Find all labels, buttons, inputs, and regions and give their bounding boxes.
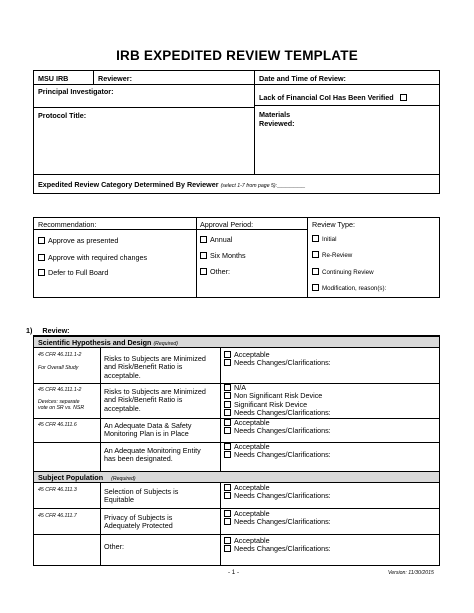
row5-criterion: Selection of Subjects is Equitable — [104, 487, 179, 505]
checkbox[interactable] — [224, 427, 231, 434]
review-type-rereview[interactable]: Re-Review — [312, 251, 352, 259]
review-type-modification[interactable]: Modification, reason(s): — [312, 284, 386, 292]
acceptable-option[interactable]: Acceptable — [224, 537, 331, 545]
row5-ref: 45 CFR 46.111.3 — [38, 487, 77, 493]
row3-options — [224, 419, 331, 436]
row6-criterion: Privacy of Subjects is Adequately Protected — [104, 513, 173, 531]
row4-criterion: An Adequate Monitoring Entity has been designated. — [104, 446, 201, 464]
financial-coi-checkbox[interactable] — [400, 94, 407, 101]
review-label: Review: — [42, 326, 70, 335]
needs-changes-option[interactable]: Needs Changes/Clarifications: — [224, 427, 331, 435]
sr-device-option[interactable]: Significant Risk Device — [224, 401, 331, 409]
recommendation-heading: Recommendation: — [38, 220, 97, 229]
section-subject-title: Subject Population (Required) — [38, 473, 136, 482]
checkbox[interactable] — [224, 484, 231, 491]
checkbox[interactable] — [224, 451, 231, 458]
financial-coi-label: Lack of Financial CoI Has Been Verified — [259, 93, 394, 102]
row1-ref-note: For Overall Study — [38, 365, 79, 371]
approval-option-six-months[interactable]: Six Months — [200, 251, 246, 260]
row7-options — [224, 537, 331, 554]
checkbox[interactable] — [224, 392, 231, 399]
row1-criterion: Risks to Subjects are Minimized and Risk/Benefit Ratio is acceptable. — [104, 354, 206, 380]
checkbox[interactable] — [312, 251, 319, 258]
recommendation-option-2[interactable]: Approve with required changes — [38, 253, 147, 262]
needs-changes-option[interactable]: Needs Changes/Clarifications: — [224, 518, 331, 526]
page-number: - 1 - — [228, 569, 240, 576]
page-title: IRB EXPEDITED REVIEW TEMPLATE — [116, 48, 358, 63]
version-label: Version: 11/30/2015 — [388, 570, 434, 576]
checkbox[interactable] — [224, 443, 231, 450]
na-option[interactable]: N/A — [224, 384, 331, 392]
checkbox[interactable] — [224, 359, 231, 366]
financial-coi-row — [259, 93, 410, 102]
recommendation-option-3[interactable]: Defer to Full Board — [38, 268, 108, 277]
checkbox[interactable] — [312, 235, 319, 242]
checkbox[interactable] — [200, 236, 207, 243]
date-time-label: Date and Time of Review: — [259, 74, 346, 83]
needs-changes-option[interactable]: Needs Changes/Clarifications: — [224, 409, 331, 417]
msu-irb-label: MSU IRB — [38, 74, 69, 83]
checkbox[interactable] — [38, 254, 45, 261]
row2-options — [224, 384, 331, 418]
review-heading — [26, 326, 70, 335]
review-type-heading: Review Type: — [312, 220, 356, 229]
checkbox[interactable] — [38, 237, 45, 244]
needs-changes-option[interactable]: Needs Changes/Clarifications: — [224, 492, 331, 500]
row6-options — [224, 510, 331, 527]
expedited-blank[interactable]: _______ — [277, 180, 306, 189]
needs-changes-option[interactable]: Needs Changes/Clarifications: — [224, 359, 331, 367]
row3-criterion: An Adequate Data & Safety Monitoring Plan is in Place — [104, 421, 192, 439]
needs-changes-option[interactable]: Needs Changes/Clarifications: — [224, 451, 331, 459]
row2-ref-note: Devices: separate vote on SR vs. NSR — [38, 399, 85, 412]
row2-ref: 45 CFR 46.111.1-2 — [38, 387, 82, 393]
approval-option-annual[interactable]: Annual — [200, 235, 232, 244]
acceptable-option[interactable]: Acceptable — [224, 484, 331, 492]
row5-options — [224, 484, 331, 501]
row7-criterion: Other: — [104, 542, 124, 551]
expedited-note: (select 1-7 from page 5): — [220, 183, 278, 189]
checkbox[interactable] — [224, 492, 231, 499]
checkbox[interactable] — [224, 401, 231, 408]
row1-ref: 45 CFR 46.111.1-2 — [38, 352, 82, 358]
checkbox[interactable] — [224, 384, 231, 391]
expedited-category-label: Expedited Review Category Determined By Reviewer — [38, 180, 219, 189]
recommendation-option-1[interactable]: Approve as presented — [38, 236, 118, 245]
checkbox[interactable] — [312, 284, 319, 291]
acceptable-option[interactable]: Acceptable — [224, 510, 331, 518]
checkbox[interactable] — [224, 518, 231, 525]
review-type-continuing[interactable]: Continuing Review — [312, 268, 374, 276]
materials-label-2: Reviewed: — [259, 119, 295, 128]
row1-options — [224, 351, 331, 368]
reviewer-label: Reviewer: — [98, 74, 132, 83]
section-scientific-title: Scientific Hypothesis and Design (Required) — [38, 338, 178, 347]
pi-label: Principal Investigator: — [38, 87, 114, 96]
checkbox[interactable] — [312, 268, 319, 275]
nsr-device-option[interactable]: Non Significant Risk Device — [224, 392, 331, 400]
row6-ref: 45 CFR 46.111.7 — [38, 513, 77, 519]
checkbox[interactable] — [224, 409, 231, 416]
checkbox[interactable] — [224, 545, 231, 552]
protocol-title-label: Protocol Title: — [38, 111, 87, 120]
needs-changes-option[interactable]: Needs Changes/Clarifications: — [224, 545, 331, 553]
checkbox[interactable] — [224, 351, 231, 358]
row3-ref: 45 CFR 46.111.6 — [38, 422, 77, 428]
acceptable-option[interactable]: Acceptable — [224, 443, 331, 451]
approval-option-other[interactable]: Other: — [200, 267, 230, 276]
checkbox[interactable] — [224, 419, 231, 426]
acceptable-option[interactable]: Acceptable — [224, 351, 331, 359]
review-type-initial[interactable]: Initial — [312, 235, 336, 243]
approval-period-heading: Approval Period: — [200, 220, 254, 229]
acceptable-option[interactable]: Acceptable — [224, 419, 331, 427]
row2-criterion: Risks to Subjects are Minimized and Risk/Benefit Ratio is acceptable. — [104, 387, 206, 413]
checkbox[interactable] — [200, 252, 207, 259]
checkbox[interactable] — [200, 268, 207, 275]
expedited-category-row — [38, 180, 305, 189]
materials-label-1: Materials — [259, 110, 291, 119]
review-number: 1) — [26, 326, 33, 335]
row4-options — [224, 443, 331, 460]
checkbox[interactable] — [224, 510, 231, 517]
checkbox[interactable] — [38, 269, 45, 276]
checkbox[interactable] — [224, 537, 231, 544]
